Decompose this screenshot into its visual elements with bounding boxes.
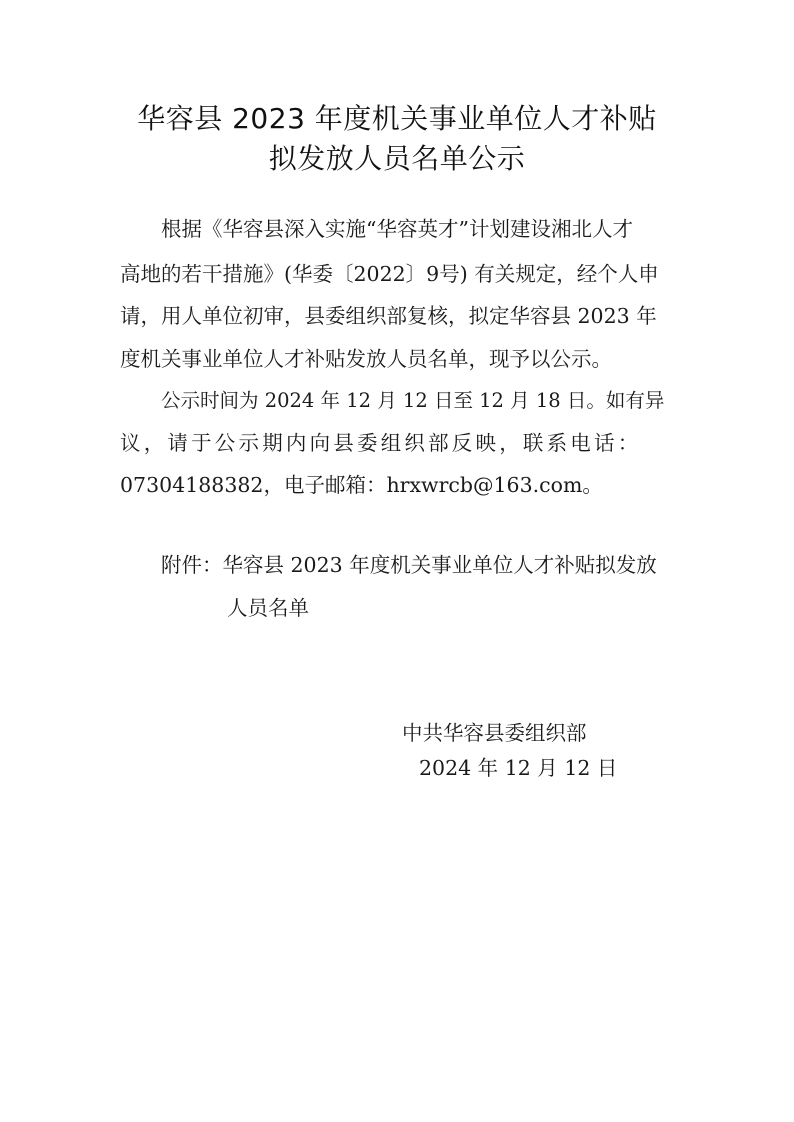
paragraph1-line4: 度机关事业单位人才补贴发放人员名单，现予以公示。 — [120, 347, 612, 371]
paragraph1-line1: 根据《华容县深入实施“华容英才”计划建设湘北人才 — [161, 217, 633, 241]
paragraph2-line1: 公示时间为 2024 年 12 月 12 日至 12 月 18 日。如有异 — [161, 389, 665, 412]
attachment-line1: 附件：华容县 2023 年度机关事业单位人才补贴拟发放 — [161, 553, 657, 577]
signature-organization: 中共华容县委组织部 — [402, 721, 587, 745]
attachment-line2: 人员名单 — [227, 596, 309, 620]
paragraph2-line2: 议，请于公示期内向县委组织部反映，联系电话： — [120, 431, 642, 455]
signature-date: 2024 年 12 月 12 日 — [419, 756, 618, 780]
paragraph1-line2: 高地的若干措施》(华委〔2022〕9号) 有关规定，经个人申 — [120, 262, 659, 286]
document-title-line1: 华容县 2023 年度机关事业单位人才补贴 — [137, 102, 657, 135]
document-title-line2: 拟发放人员名单公示 — [268, 142, 526, 175]
paragraph1-line3: 请，用人单位初审，县委组织部复核，拟定华容县 2023 年 — [120, 304, 657, 328]
paragraph2-line3: 07304188382，电子邮箱：hrxwrcb@163.com。 — [120, 473, 603, 497]
